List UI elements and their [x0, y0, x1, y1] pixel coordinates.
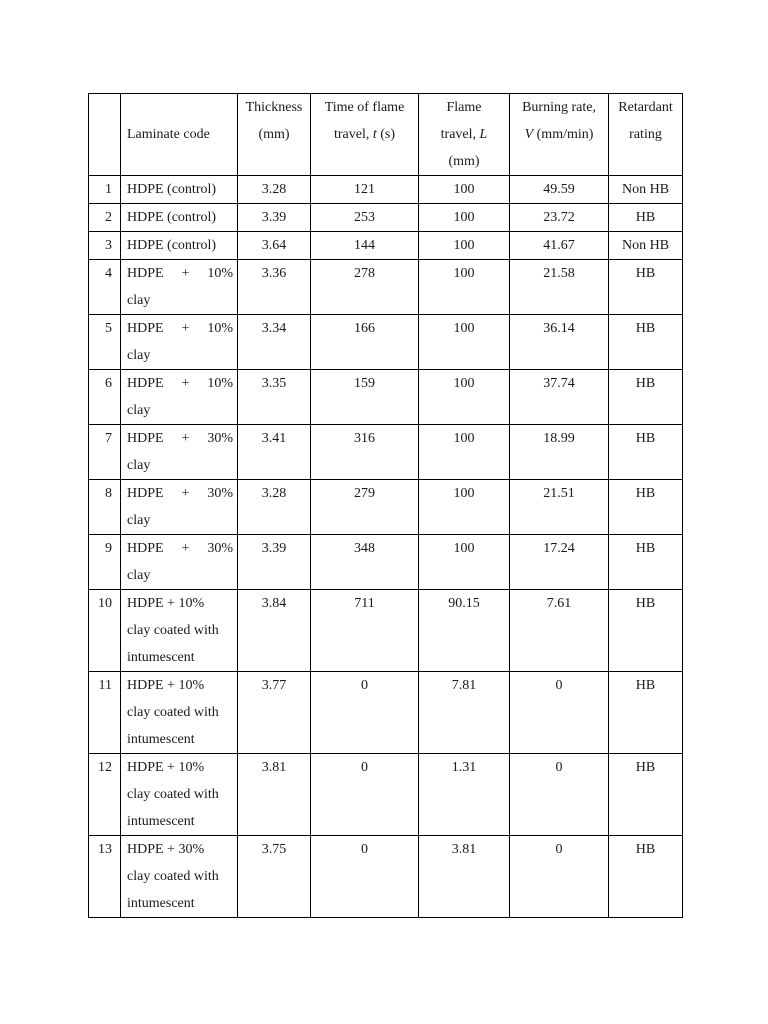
header-flame-line3: (mm) [448, 154, 480, 169]
row-burning-rate: 7.61 [510, 590, 609, 672]
row-retardant-rating: HB [609, 672, 683, 754]
row-laminate-code [121, 535, 238, 590]
table-row [89, 836, 683, 918]
row-time-of-flame-travel: 144 [311, 232, 419, 260]
row-time-of-flame-travel: 279 [311, 480, 419, 535]
row-time-of-flame-travel: 0 [311, 754, 419, 836]
table-row [89, 590, 683, 672]
header-thickness-line1: Thickness [245, 100, 303, 115]
row-laminate-code [121, 176, 238, 204]
row-laminate-code [121, 232, 238, 260]
laminate-code-part: + [181, 486, 190, 501]
table-row [89, 672, 683, 754]
table-row [89, 232, 683, 260]
row-time-of-flame-travel: 166 [311, 315, 419, 370]
row-flame-travel: 1.31 [419, 754, 510, 836]
laminate-code-line1: HDPE (control) [127, 238, 217, 253]
row-index: 4 [89, 260, 121, 315]
row-thickness: 3.77 [238, 672, 311, 754]
laminate-code-part: HDPE [127, 486, 164, 501]
laminate-code-part: HDPE [127, 431, 164, 446]
header-time-unit: (s) [376, 127, 396, 142]
row-laminate-code [121, 836, 238, 918]
row-laminate-code [121, 425, 238, 480]
laminate-code-part: 30% [207, 486, 233, 501]
laminate-code-part: 30% [207, 541, 233, 556]
laminate-code-line2: clay [127, 513, 151, 528]
row-burning-rate: 41.67 [510, 232, 609, 260]
row-thickness: 3.75 [238, 836, 311, 918]
table-row [89, 176, 683, 204]
header-burning-unit: (mm/min) [533, 127, 594, 142]
row-time-of-flame-travel: 278 [311, 260, 419, 315]
row-time-of-flame-travel: 348 [311, 535, 419, 590]
row-burning-rate: 36.14 [510, 315, 609, 370]
header-burning-line1: Burning rate, [522, 100, 596, 115]
laminate-code-line2: clay [127, 403, 151, 418]
laminate-code-part: 30% [207, 431, 233, 446]
row-laminate-code [121, 672, 238, 754]
laminate-code-line1 [127, 425, 233, 452]
laminate-code-line2: clay [127, 348, 151, 363]
row-burning-rate: 37.74 [510, 370, 609, 425]
row-burning-rate: 18.99 [510, 425, 609, 480]
row-time-of-flame-travel: 121 [311, 176, 419, 204]
row-thickness: 3.28 [238, 480, 311, 535]
row-burning-rate: 21.51 [510, 480, 609, 535]
laminate-code-line1 [127, 535, 233, 562]
laminate-code-line1: HDPE (control) [127, 182, 217, 197]
row-time-of-flame-travel: 0 [311, 672, 419, 754]
row-time-of-flame-travel: 159 [311, 370, 419, 425]
row-flame-travel: 100 [419, 480, 510, 535]
row-retardant-rating: HB [609, 480, 683, 535]
row-time-of-flame-travel: 253 [311, 204, 419, 232]
row-flame-travel: 7.81 [419, 672, 510, 754]
row-flame-travel: 3.81 [419, 836, 510, 918]
row-index: 12 [89, 754, 121, 836]
laminate-code-part: + [181, 321, 190, 336]
row-thickness: 3.81 [238, 754, 311, 836]
row-thickness: 3.36 [238, 260, 311, 315]
row-retardant-rating: Non HB [609, 232, 683, 260]
row-index: 3 [89, 232, 121, 260]
table-header [89, 94, 683, 176]
row-flame-travel: 90.15 [419, 590, 510, 672]
row-flame-travel: 100 [419, 425, 510, 480]
header-time-line1: Time of flame [324, 100, 405, 115]
laminate-code-part: HDPE [127, 266, 164, 281]
header-index [89, 94, 121, 176]
row-index: 13 [89, 836, 121, 918]
table-row [89, 370, 683, 425]
laminate-code-line2: clay [127, 293, 151, 308]
header-thickness [238, 94, 311, 176]
header-retardant-line2: rating [629, 127, 662, 142]
row-burning-rate: 21.58 [510, 260, 609, 315]
row-flame-travel: 100 [419, 232, 510, 260]
row-laminate-code [121, 480, 238, 535]
row-retardant-rating: HB [609, 370, 683, 425]
laminate-code-line3: intumescent [127, 896, 195, 911]
row-time-of-flame-travel: 711 [311, 590, 419, 672]
header-time [311, 94, 419, 176]
row-flame-travel: 100 [419, 370, 510, 425]
header-flame-prefix: travel, [440, 127, 480, 142]
laminate-code-line2: clay [127, 458, 151, 473]
header-retardant-rating [609, 94, 683, 176]
laminate-code-part: HDPE [127, 376, 164, 391]
row-burning-rate: 49.59 [510, 176, 609, 204]
row-index: 6 [89, 370, 121, 425]
row-flame-travel: 100 [419, 535, 510, 590]
row-index: 8 [89, 480, 121, 535]
laminate-code-line1: HDPE + 10% [127, 678, 205, 693]
header-time-line2 [315, 121, 414, 148]
laminate-code-line1: HDPE + 10% [127, 596, 205, 611]
header-flame-line1: Flame [446, 100, 482, 115]
laminate-code-line1 [127, 480, 233, 507]
table-row [89, 480, 683, 535]
row-laminate-code [121, 370, 238, 425]
laminate-code-line3: intumescent [127, 732, 195, 747]
row-retardant-rating: HB [609, 425, 683, 480]
table-body [89, 176, 683, 918]
table-row [89, 260, 683, 315]
flammability-table [88, 93, 683, 918]
row-time-of-flame-travel: 0 [311, 836, 419, 918]
laminate-code-line3: intumescent [127, 814, 195, 829]
laminate-code-line1 [127, 370, 233, 397]
laminate-code-line2: clay coated with [127, 787, 219, 802]
laminate-code-line3: intumescent [127, 650, 195, 665]
laminate-code-line1 [127, 315, 233, 342]
table-row [89, 535, 683, 590]
laminate-code-line1: HDPE (control) [127, 210, 217, 225]
row-laminate-code [121, 754, 238, 836]
laminate-code-part: + [181, 431, 190, 446]
row-burning-rate: 0 [510, 672, 609, 754]
row-thickness: 3.64 [238, 232, 311, 260]
row-burning-rate: 17.24 [510, 535, 609, 590]
row-thickness: 3.39 [238, 535, 311, 590]
laminate-code-line2: clay coated with [127, 623, 219, 638]
row-retardant-rating: Non HB [609, 176, 683, 204]
row-index: 1 [89, 176, 121, 204]
row-flame-travel: 100 [419, 204, 510, 232]
laminate-code-part: + [181, 541, 190, 556]
laminate-code-part: + [181, 266, 190, 281]
row-index: 10 [89, 590, 121, 672]
header-time-symbol: t [372, 127, 377, 142]
row-index: 7 [89, 425, 121, 480]
row-thickness: 3.34 [238, 315, 311, 370]
row-retardant-rating: HB [609, 836, 683, 918]
row-index: 9 [89, 535, 121, 590]
row-index: 5 [89, 315, 121, 370]
header-thickness-line2: (mm) [258, 127, 290, 142]
laminate-code-line2: clay coated with [127, 705, 219, 720]
row-index: 2 [89, 204, 121, 232]
row-retardant-rating: HB [609, 754, 683, 836]
laminate-code-part: HDPE [127, 321, 164, 336]
laminate-code-line2: clay coated with [127, 869, 219, 884]
header-flame-symbol: L [479, 127, 488, 142]
row-flame-travel: 100 [419, 176, 510, 204]
header-row [89, 94, 683, 176]
table-row [89, 315, 683, 370]
laminate-code-part: HDPE [127, 541, 164, 556]
row-retardant-rating: HB [609, 590, 683, 672]
laminate-code-line1 [127, 260, 233, 287]
header-burning-rate [510, 94, 609, 176]
header-burning-line2 [514, 121, 604, 148]
row-thickness: 3.28 [238, 176, 311, 204]
row-burning-rate: 0 [510, 836, 609, 918]
row-retardant-rating: HB [609, 315, 683, 370]
laminate-code-line2: clay [127, 568, 151, 583]
row-burning-rate: 23.72 [510, 204, 609, 232]
header-burning-symbol: V [524, 127, 534, 142]
laminate-code-part: + [181, 376, 190, 391]
laminate-code-line1: HDPE + 10% [127, 760, 205, 775]
row-laminate-code [121, 315, 238, 370]
row-thickness: 3.84 [238, 590, 311, 672]
header-laminate-code: Laminate code [121, 94, 238, 176]
table-row [89, 425, 683, 480]
row-index: 11 [89, 672, 121, 754]
row-thickness: 3.41 [238, 425, 311, 480]
row-retardant-rating: HB [609, 204, 683, 232]
row-flame-travel: 100 [419, 260, 510, 315]
header-flame-line2 [423, 121, 505, 148]
row-retardant-rating: HB [609, 535, 683, 590]
row-thickness: 3.35 [238, 370, 311, 425]
row-time-of-flame-travel: 316 [311, 425, 419, 480]
row-flame-travel: 100 [419, 315, 510, 370]
table-row [89, 754, 683, 836]
row-laminate-code [121, 590, 238, 672]
row-burning-rate: 0 [510, 754, 609, 836]
row-retardant-rating: HB [609, 260, 683, 315]
laminate-code-part: 10% [207, 321, 233, 336]
laminate-code-part: 10% [207, 376, 233, 391]
laminate-code-part: 10% [207, 266, 233, 281]
header-retardant-line1: Retardant [618, 100, 673, 115]
header-time-prefix: travel, [333, 127, 373, 142]
row-laminate-code [121, 260, 238, 315]
header-flame [419, 94, 510, 176]
table-row [89, 204, 683, 232]
laminate-code-line1: HDPE + 30% [127, 842, 205, 857]
row-laminate-code [121, 204, 238, 232]
row-thickness: 3.39 [238, 204, 311, 232]
